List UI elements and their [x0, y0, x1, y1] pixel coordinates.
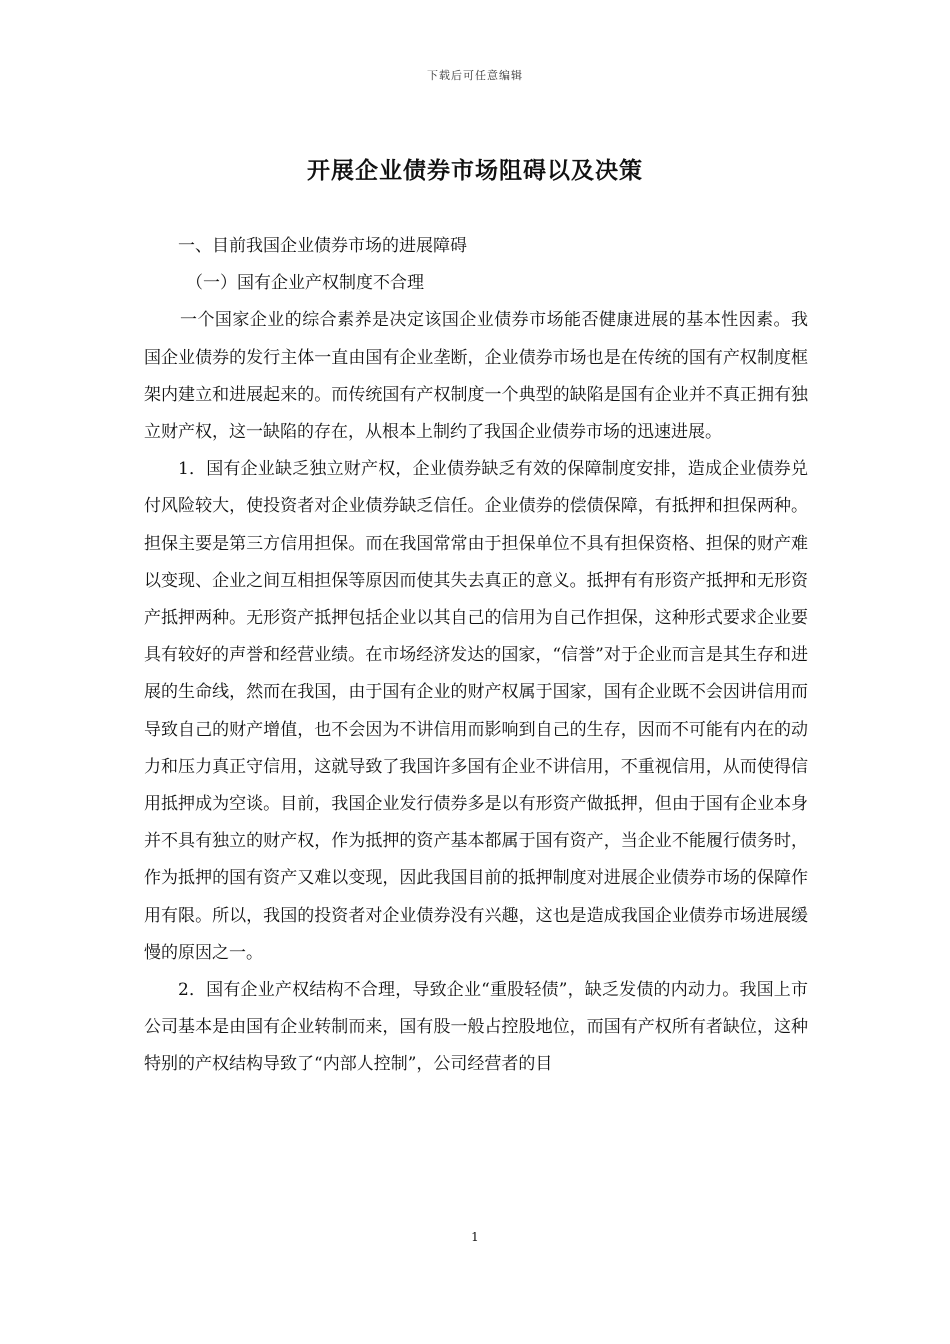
paragraph-intro: 一个国家企业的综合素养是决定该国企业债券市场能否健康进展的基本性因素。我国企业债券的发行主体一直由国有企业垄断，企业债券市场也是在传统的国有产权制度框架内建立和进展起来的。而传统国有产权制度一个典型的缺陷是国有企业并不真正拥有独立财产权，这一缺陷的存在，从根本上制约了我国企业债券市场的迅速进展。: [144, 310, 808, 443]
subsection-heading: （一）国有企业产权制度不合理: [186, 273, 424, 294]
document-title: 开展企业债券市场阻碍以及决策: [307, 157, 643, 184]
page-number: 1: [471, 1230, 479, 1244]
page-header-note: 下载后可任意编辑: [427, 69, 523, 82]
document-body: [144, 228, 808, 1084]
paragraph-point-1: 1．国有企业缺乏独立财产权，企业债券缺乏有效的保障制度安排，造成企业债券兑付风险较大，使投资者对企业债券缺乏信任。企业债券的偿债保障，有抵押和担保两种。担保主要是第三方信用担保。而在我国常常由于担保单位不具有担保资格、担保的财产难以变现、企业之间互相担保等原因而使其失去真正的意义。抵押有有形资产抵押和无形资产抵押两种。无形资产抵押包括企业以其自己的信用为自己作担保，这种形式要求企业要具有较好的声誉和经营业绩。在市场经济发达的国家，“信誉”对于企业而言是其生存和进展的生命线，然而在我国，由于国有企业的财产权属于国家，国有企业既不会因讲信用而导致自己的财产增值，也不会因为不讲信用而影响到自己的生存，因而不可能有内在的动力和压力真正守信用，这就导致了我国许多国有企业不讲信用，不重视信用，从而使得信用抵押成为空谈。目前，我国企业发行债券多是以有形资产做抵押，但由于国有企业本身并不具有独立的财产权，作为抵押的资产基本都属于国有资产，当企业不能履行债务时，作为抵押的国有资产又难以变现，因此我国目前的抵押制度对进展企业债券市场的保障作用有限。所以，我国的投资者对企业债券没有兴趣，这也是造成我国企业债券市场进展缓慢的原因之一。: [144, 459, 808, 963]
paragraph-point-2: 2．国有企业产权结构不合理，导致企业“重股轻债”，缺乏发债的内动力。我国上市公司基本是由国有企业转制而来，国有股一般占控股地位，而国有产权所有者缺位，这种特别的产权结构导致了“内部人控制”，公司经营者的目: [144, 980, 808, 1075]
section-heading: 一、目前我国企业债券市场的进展障碍: [178, 236, 467, 256]
